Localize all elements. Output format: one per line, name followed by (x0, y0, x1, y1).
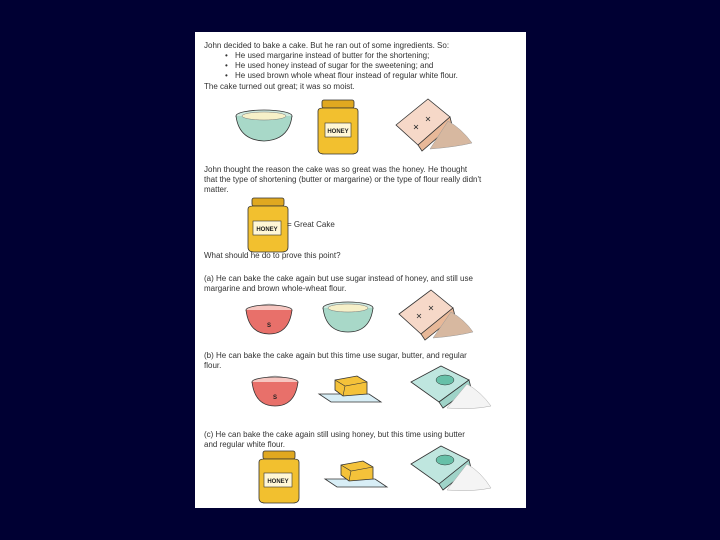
equation-text: = Great Cake (287, 220, 335, 229)
butter-dish-icon (317, 372, 383, 406)
worksheet-page (195, 32, 526, 508)
option-c-line-1: (c) He can bake the cake again still using honey, but this time using butter (204, 430, 465, 439)
margarine-bowl-icon (320, 300, 376, 334)
sugar-bowl-icon (249, 372, 301, 408)
result-text: The cake turned out great; it was so moist. (204, 82, 355, 91)
reason-line-1: John thought the reason the cake was so great was the honey. He thought (204, 165, 468, 174)
margarine-bowl-icon (233, 108, 295, 144)
option-c-line-2: and regular white flour. (204, 440, 285, 449)
bullet-sweetening: He used honey instead of sugar for the sweetening; and (235, 61, 434, 70)
option-b-line-1: (b) He can bake the cake again but this time use sugar, butter, and regular (204, 351, 467, 360)
sugar-bowl-label: S (266, 323, 272, 329)
bullet-dot: • (225, 51, 228, 60)
brown-flour-bag-icon (395, 286, 475, 344)
reason-line-3: matter. (204, 185, 229, 194)
honey-jar-label: HONEY (267, 479, 289, 485)
bullet-shortening: He used margarine instead of butter for the shortening; (235, 51, 430, 60)
bullet-dot: • (225, 71, 228, 80)
butter-dish-icon (323, 457, 389, 491)
sugar-bowl-label: S (272, 395, 278, 401)
honey-jar-icon (314, 99, 362, 155)
brown-flour-bag-icon (390, 95, 475, 155)
question-text: What should he do to prove this point? (204, 251, 341, 260)
bullet-flour: He used brown whole wheat flour instead of regular white flour. (235, 71, 458, 80)
white-flour-bag-icon (407, 442, 495, 496)
option-b-line-2: flour. (204, 361, 222, 370)
honey-jar-icon (255, 450, 303, 504)
white-flour-bag-icon (407, 362, 493, 412)
option-a-line-2: margarine and brown whole-wheat flour. (204, 284, 347, 293)
honey-jar-label: HONEY (256, 227, 278, 233)
honey-jar-icon (244, 197, 292, 253)
bullet-dot: • (225, 61, 228, 70)
honey-jar-label: HONEY (327, 129, 349, 135)
option-a-line-1: (a) He can bake the cake again but use sugar instead of honey, and still use (204, 274, 473, 283)
intro-text: John decided to bake a cake. But he ran out of some ingredients. So: (204, 41, 450, 50)
sugar-bowl-icon (243, 300, 295, 336)
reason-line-2: that the type of shortening (butter or margarine) or the type of flour really didn't (204, 175, 482, 184)
